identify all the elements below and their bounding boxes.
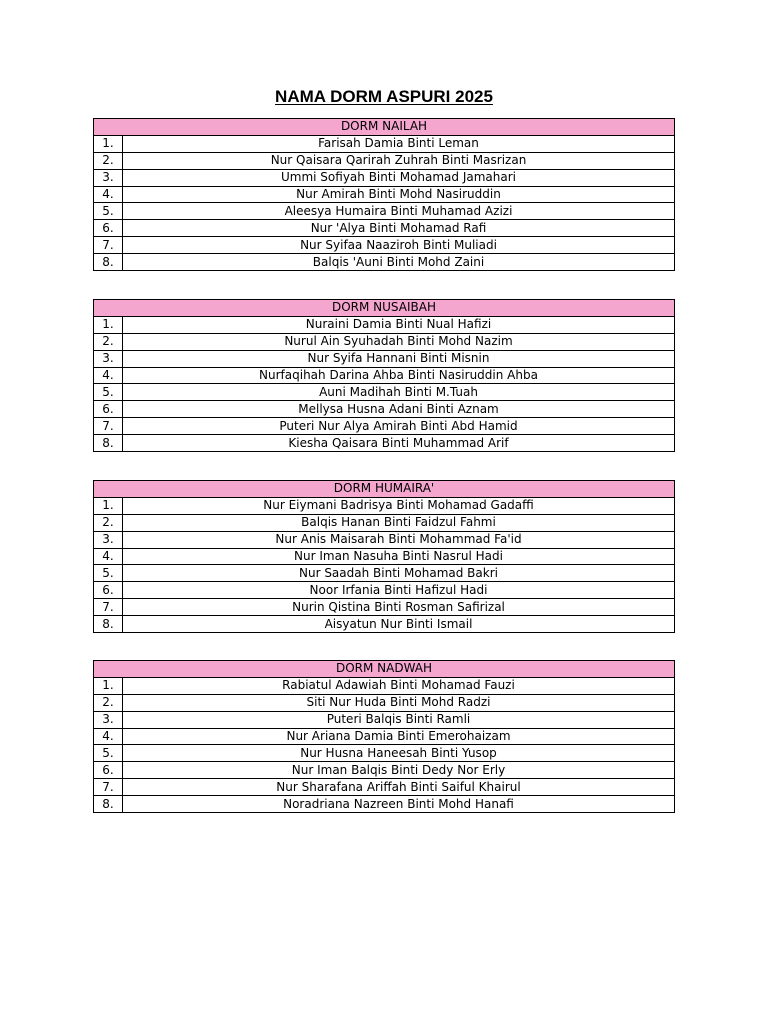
row-number: 6. xyxy=(94,220,123,237)
member-name: Nur Eiymani Badrisya Binti Mohamad Gadaffi xyxy=(123,497,675,514)
table-row xyxy=(94,616,675,633)
table-row xyxy=(94,497,675,514)
member-name: Nur Iman Balqis Binti Dedy Nor Erly xyxy=(123,762,675,779)
row-number: 5. xyxy=(94,384,123,401)
member-name: Noor Irfania Binti Hafizul Hadi xyxy=(123,582,675,599)
table-row xyxy=(94,599,675,616)
table-row xyxy=(94,796,675,813)
table-row xyxy=(94,152,675,169)
table-row xyxy=(94,384,675,401)
member-name: Rabiatul Adawiah Binti Mohamad Fauzi xyxy=(123,677,675,694)
table-row xyxy=(94,135,675,152)
member-name: Nur Syifa Hannani Binti Misnin xyxy=(123,350,675,367)
dorm-title: DORM NAILAH xyxy=(94,119,675,136)
table-row xyxy=(94,169,675,186)
row-number: 7. xyxy=(94,599,123,616)
row-number: 3. xyxy=(94,169,123,186)
row-number: 7. xyxy=(94,237,123,254)
row-number: 3. xyxy=(94,711,123,728)
table-row xyxy=(94,531,675,548)
member-name: Nur Sharafana Ariffah Binti Saiful Khairul xyxy=(123,779,675,796)
member-name: Nur Syifaa Naaziroh Binti Muliadi xyxy=(123,237,675,254)
dorm-header-row xyxy=(94,481,675,498)
row-number: 7. xyxy=(94,418,123,435)
member-name: Puteri Nur Alya Amirah Binti Abd Hamid xyxy=(123,418,675,435)
dorm-table-nusaibah xyxy=(93,299,675,452)
table-row xyxy=(94,694,675,711)
row-number: 4. xyxy=(94,548,123,565)
member-name: Aisyatun Nur Binti Ismail xyxy=(123,616,675,633)
table-row xyxy=(94,220,675,237)
member-name: Farisah Damia Binti Leman xyxy=(123,135,675,152)
row-number: 2. xyxy=(94,152,123,169)
table-row xyxy=(94,203,675,220)
row-number: 3. xyxy=(94,350,123,367)
table-row xyxy=(94,367,675,384)
dorm-table-nadwah xyxy=(93,660,675,813)
table-row xyxy=(94,728,675,745)
row-number: 5. xyxy=(94,745,123,762)
row-number: 6. xyxy=(94,401,123,418)
member-name: Puteri Balqis Binti Ramli xyxy=(123,711,675,728)
member-name: Nur Saadah Binti Mohamad Bakri xyxy=(123,565,675,582)
table-row xyxy=(94,418,675,435)
row-number: 4. xyxy=(94,367,123,384)
table-row xyxy=(94,254,675,271)
dorm-header-row xyxy=(94,119,675,136)
member-name: Siti Nur Huda Binti Mohd Radzi xyxy=(123,694,675,711)
table-row xyxy=(94,762,675,779)
table-row xyxy=(94,350,675,367)
dorm-title: DORM NUSAIBAH xyxy=(94,300,675,317)
row-number: 2. xyxy=(94,333,123,350)
member-name: Balqis 'Auni Binti Mohd Zaini xyxy=(123,254,675,271)
table-row xyxy=(94,745,675,762)
row-number: 3. xyxy=(94,531,123,548)
row-number: 6. xyxy=(94,582,123,599)
page-title: NAMA DORM ASPURI 2025 xyxy=(275,87,493,106)
member-name: Nur Amirah Binti Mohd Nasiruddin xyxy=(123,186,675,203)
row-number: 2. xyxy=(94,694,123,711)
dorm-header-row xyxy=(94,661,675,678)
table-row xyxy=(94,582,675,599)
row-number: 5. xyxy=(94,203,123,220)
table-row xyxy=(94,186,675,203)
row-number: 8. xyxy=(94,796,123,813)
member-name: Nur Qaisara Qarirah Zuhrah Binti Masrizan xyxy=(123,152,675,169)
member-name: Auni Madihah Binti M.Tuah xyxy=(123,384,675,401)
member-name: Nur Iman Nasuha Binti Nasrul Hadi xyxy=(123,548,675,565)
row-number: 1. xyxy=(94,316,123,333)
member-name: Nurfaqihah Darina Ahba Binti Nasiruddin Ahba xyxy=(123,367,675,384)
member-name: Nur Anis Maisarah Binti Mohammad Fa'id xyxy=(123,531,675,548)
row-number: 7. xyxy=(94,779,123,796)
row-number: 8. xyxy=(94,616,123,633)
member-name: Kiesha Qaisara Binti Muhammad Arif xyxy=(123,435,675,452)
row-number: 8. xyxy=(94,435,123,452)
member-name: Balqis Hanan Binti Faidzul Fahmi xyxy=(123,514,675,531)
dorm-header-row xyxy=(94,300,675,317)
row-number: 1. xyxy=(94,135,123,152)
table-row xyxy=(94,401,675,418)
row-number: 8. xyxy=(94,254,123,271)
table-row xyxy=(94,333,675,350)
dorm-title: DORM NADWAH xyxy=(94,661,675,678)
dorm-title: DORM HUMAIRA' xyxy=(94,481,675,498)
dorm-table-nailah xyxy=(93,118,675,271)
member-name: Nur Husna Haneesah Binti Yusop xyxy=(123,745,675,762)
table-row xyxy=(94,779,675,796)
table-row xyxy=(94,237,675,254)
member-name: Nurul Ain Syuhadah Binti Mohd Nazim xyxy=(123,333,675,350)
row-number: 2. xyxy=(94,514,123,531)
member-name: Nur 'Alya Binti Mohamad Rafi xyxy=(123,220,675,237)
table-row xyxy=(94,514,675,531)
member-name: Aleesya Humaira Binti Muhamad Azizi xyxy=(123,203,675,220)
row-number: 6. xyxy=(94,762,123,779)
member-name: Noradriana Nazreen Binti Mohd Hanafi xyxy=(123,796,675,813)
table-row xyxy=(94,711,675,728)
table-row xyxy=(94,677,675,694)
member-name: Nuraini Damia Binti Nual Hafizi xyxy=(123,316,675,333)
member-name: Mellysa Husna Adani Binti Aznam xyxy=(123,401,675,418)
table-row xyxy=(94,435,675,452)
row-number: 1. xyxy=(94,497,123,514)
row-number: 1. xyxy=(94,677,123,694)
member-name: Nurin Qistina Binti Rosman Safirizal xyxy=(123,599,675,616)
table-row xyxy=(94,316,675,333)
dorm-table-humaira xyxy=(93,480,675,633)
row-number: 4. xyxy=(94,186,123,203)
member-name: Nur Ariana Damia Binti Emerohaizam xyxy=(123,728,675,745)
row-number: 4. xyxy=(94,728,123,745)
table-row xyxy=(94,565,675,582)
row-number: 5. xyxy=(94,565,123,582)
member-name: Ummi Sofiyah Binti Mohamad Jamahari xyxy=(123,169,675,186)
table-row xyxy=(94,548,675,565)
